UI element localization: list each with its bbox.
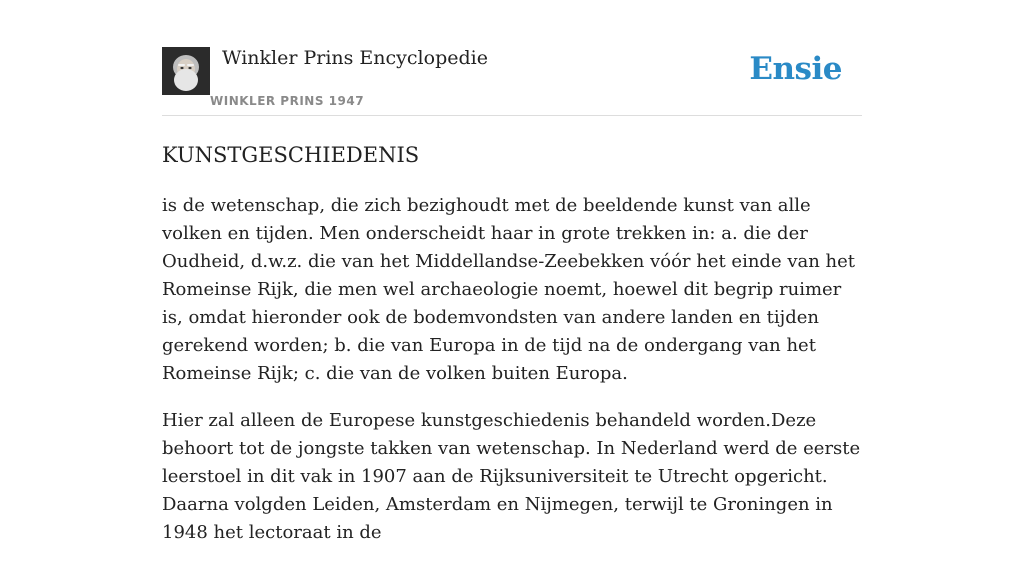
article-title: KUNSTGESCHIEDENIS [162, 143, 420, 167]
article-body [162, 192, 862, 566]
site-header [162, 0, 862, 116]
avatar[interactable] [162, 47, 210, 95]
brand-logo[interactable]: Ensie [749, 51, 842, 87]
site-title[interactable]: Winkler Prins Encyclopedie [222, 47, 488, 69]
article-paragraph: is de wetenschap, die zich bezighoudt met de beeldende kunst van alle volken en tijden. Men onderscheidt haar in grote trekken in: a. die der Oudheid, d.w.z. die van het Middellandse-Zeebekken vóór het einde van het Romeinse Rijk, die men wel archaeologie noemt, hoewel dit begrip ruimer is, omdat hieronder ook de bodemvondsten van andere landen en tijden gerekend worden; b. die van Europa in de tijd na de ondergang van het Romeinse Rijk; c. die van de volken buiten Europa. [162, 195, 856, 384]
bearded-man-portrait-icon [162, 47, 210, 95]
article-paragraph: Hier zal alleen de Europese kunstgeschiedenis behandeld worden.Deze behoort tot de jongste takken van wetenschap. In Nederland werd de eerste leerstoel in dit vak in 1907 aan de Rijksuniversiteit te Utrecht opgericht. Daarna volgden Leiden, Amsterdam en Nijmegen, terwijl te Groningen in 1948 het lectoraat in de [162, 410, 861, 543]
page-container [162, 0, 862, 543]
edition-label[interactable]: WINKLER PRINS 1947 [210, 94, 365, 108]
